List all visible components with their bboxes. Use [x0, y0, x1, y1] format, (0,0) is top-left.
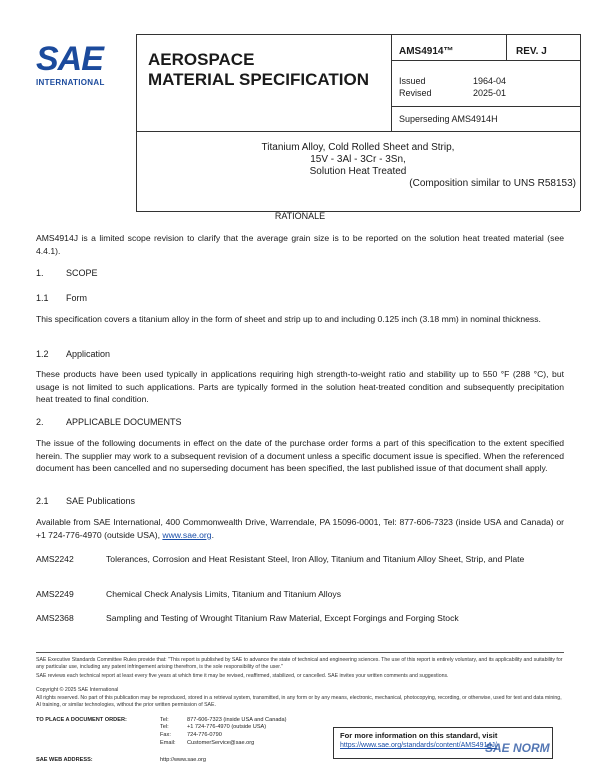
header-divider — [506, 34, 507, 60]
header-divider — [391, 60, 580, 61]
section-heading — [36, 293, 87, 303]
section-heading — [36, 417, 182, 427]
copyright-notice: Copyright © 2025 SAE International — [36, 687, 119, 693]
reference-description: Tolerances, Corrosion and Heat Resistant Steel, Iron Alloy, Titanium and Titanium Alloy Sheet, Strip, and Plate — [106, 554, 525, 564]
issued-label: Issued — [399, 76, 426, 86]
section-title: Application — [66, 349, 111, 359]
reference-code: AMS2249 — [36, 589, 74, 599]
publisher-text: Available from SAE International, 400 Commonwealth Drive, Warrendale, PA 15096-0001, Tel: 877-606-7323 (inside USA and Canada) or +1 724-776-4970 (outside USA), — [36, 517, 564, 540]
section-title: APPLICABLE DOCUMENTS — [66, 417, 182, 427]
section-number: 2.1 — [36, 496, 49, 506]
section-number: 2. — [36, 417, 44, 427]
section-title: Form — [66, 293, 87, 303]
sae-logo — [36, 42, 136, 87]
rationale-heading: RATIONALE — [274, 211, 326, 221]
subject-line: Solution Heat Treated — [309, 166, 407, 177]
header-divider — [391, 106, 580, 107]
reference-item — [36, 612, 564, 625]
email-address[interactable]: CustomerService@sae.org — [187, 740, 255, 746]
revision-label: REV. J — [516, 46, 547, 57]
title-line: AEROSPACE — [148, 50, 255, 69]
fax-number: 724-776-0790 — [187, 732, 222, 738]
review-notice: SAE reviews each technical report at least every five years at which time it may be revised, reaffirmed, stabilized, or cancelled. SAE invites your written comments and suggestions. — [36, 673, 449, 679]
reference-description: Sampling and Testing of Wrought Titanium Raw Material, Except Forgings and Forging Stock — [106, 613, 459, 623]
composition-note: (Composition similar to UNS R58153) — [409, 178, 576, 189]
email-label: Email: — [160, 740, 176, 746]
subject-line: Titanium Alloy, Cold Rolled Sheet and Strip, — [261, 142, 455, 153]
fax-label: Fax: — [160, 732, 171, 738]
superseding-note: Superseding AMS4914H — [399, 114, 498, 124]
header-divider — [391, 34, 392, 131]
header-divider — [580, 34, 581, 211]
web-label: SAE WEB ADDRESS: — [36, 757, 93, 763]
header-divider — [136, 34, 580, 35]
revised-date: 2025-01 — [473, 88, 507, 98]
section-text: These products have been used typically in applications requiring high strength-to-weight ratio and stability up to 550 °F (288 °C), but usage is not limited to such applications. Parts are typically formed in the solution heat-treated condition and subsequently precipitation heat treated to final condition. — [36, 369, 564, 404]
section-number: 1. — [36, 268, 44, 278]
logo-text: SAE — [36, 40, 103, 78]
section-heading — [36, 349, 110, 359]
rights-notice: All rights reserved. No part of this publication may be reproduced, stored in a retrieval system, transmitted, in any form or by any means, electronic, mechanical, photocopying, recording, or otherwise, used for text and data mining, AI training, or similar technologies, without the prior written permission of SAE. — [36, 695, 562, 708]
section-heading — [36, 268, 98, 278]
phone-number: +1 724-776-4970 (outside USA) — [187, 724, 267, 730]
section-number: 1.2 — [36, 349, 49, 359]
sae-website-link[interactable]: www.sae.org — [162, 529, 212, 540]
phone-number: 877-606-7323 (inside USA and Canada) — [187, 717, 287, 723]
info-heading: For more information on this standard, visit — [340, 731, 498, 740]
reference-item — [36, 553, 564, 579]
section-heading — [36, 496, 135, 506]
order-label: TO PLACE A DOCUMENT ORDER: — [36, 717, 127, 723]
rationale-text: AMS4914J is a limited scope revision to clarify that the average grain size is to be reported on the solution heat treated material (see 4.4.1). — [36, 233, 564, 256]
document-type-title — [148, 50, 369, 90]
reference-code: AMS2368 — [36, 613, 74, 623]
document-subject — [136, 142, 580, 190]
phone-label: Tel: — [160, 717, 169, 723]
reference-code: AMS2242 — [36, 554, 74, 564]
section-number: 1.1 — [36, 293, 49, 303]
section-text: The issue of the following documents in effect on the date of the purchase order forms a part of this specification to the extent specified herein. The supplier may work to a subsequent revision of a document unless a specific document issue is specified. When the referenced document has been cancelled and no superseding document has been specified, the last published issue of that document shall apply. — [36, 438, 564, 473]
reference-description: Chemical Check Analysis Limits, Titanium and Titanium Alloys — [106, 589, 341, 599]
title-line: MATERIAL SPECIFICATION — [148, 70, 369, 89]
issued-date: 1964-04 — [473, 76, 507, 86]
rules-notice: SAE Executive Standards Committee Rules provide that: "This report is published by SAE to advance the state of technical and engineering sciences. The use of this report is entirely voluntary, and its applicability and suitability for any particular use, including any patent infringement arising therefrom, is the sole responsibility of the user." — [36, 657, 563, 670]
phone-label: Tel: — [160, 724, 169, 730]
section-text: Available from SAE International, 400 Commonwealth Drive, Warrendale, PA 15096-0001, Tel: 877-606-7323 (inside USA and Canada) or +1 724-776-4970 (outside USA), www.sae.org. — [36, 517, 564, 540]
document-header — [36, 34, 580, 254]
subject-line: 15V - 3Al - 3Cr - 3Sn, — [310, 154, 406, 165]
section-text: This specification covers a titanium alloy in the form of sheet and strip up to and including 0.125 inch (3.18 mm) in nominal thickness. — [36, 314, 541, 324]
section-title: SAE Publications — [66, 496, 136, 506]
logo-subtext: INTERNATIONAL — [36, 78, 105, 87]
footer-divider — [36, 652, 564, 653]
standard-link[interactable]: https://www.sae.org/standards/content/AMS4914J/ — [340, 742, 497, 749]
web-address[interactable]: http://www.sae.org — [160, 757, 207, 763]
document-number: AMS4914™ — [399, 46, 454, 57]
section-title: SCOPE — [66, 268, 98, 278]
revised-label: Revised — [399, 88, 432, 98]
watermark: SAE NORM — [485, 741, 550, 755]
header-divider — [136, 131, 580, 132]
reference-item — [36, 588, 564, 601]
